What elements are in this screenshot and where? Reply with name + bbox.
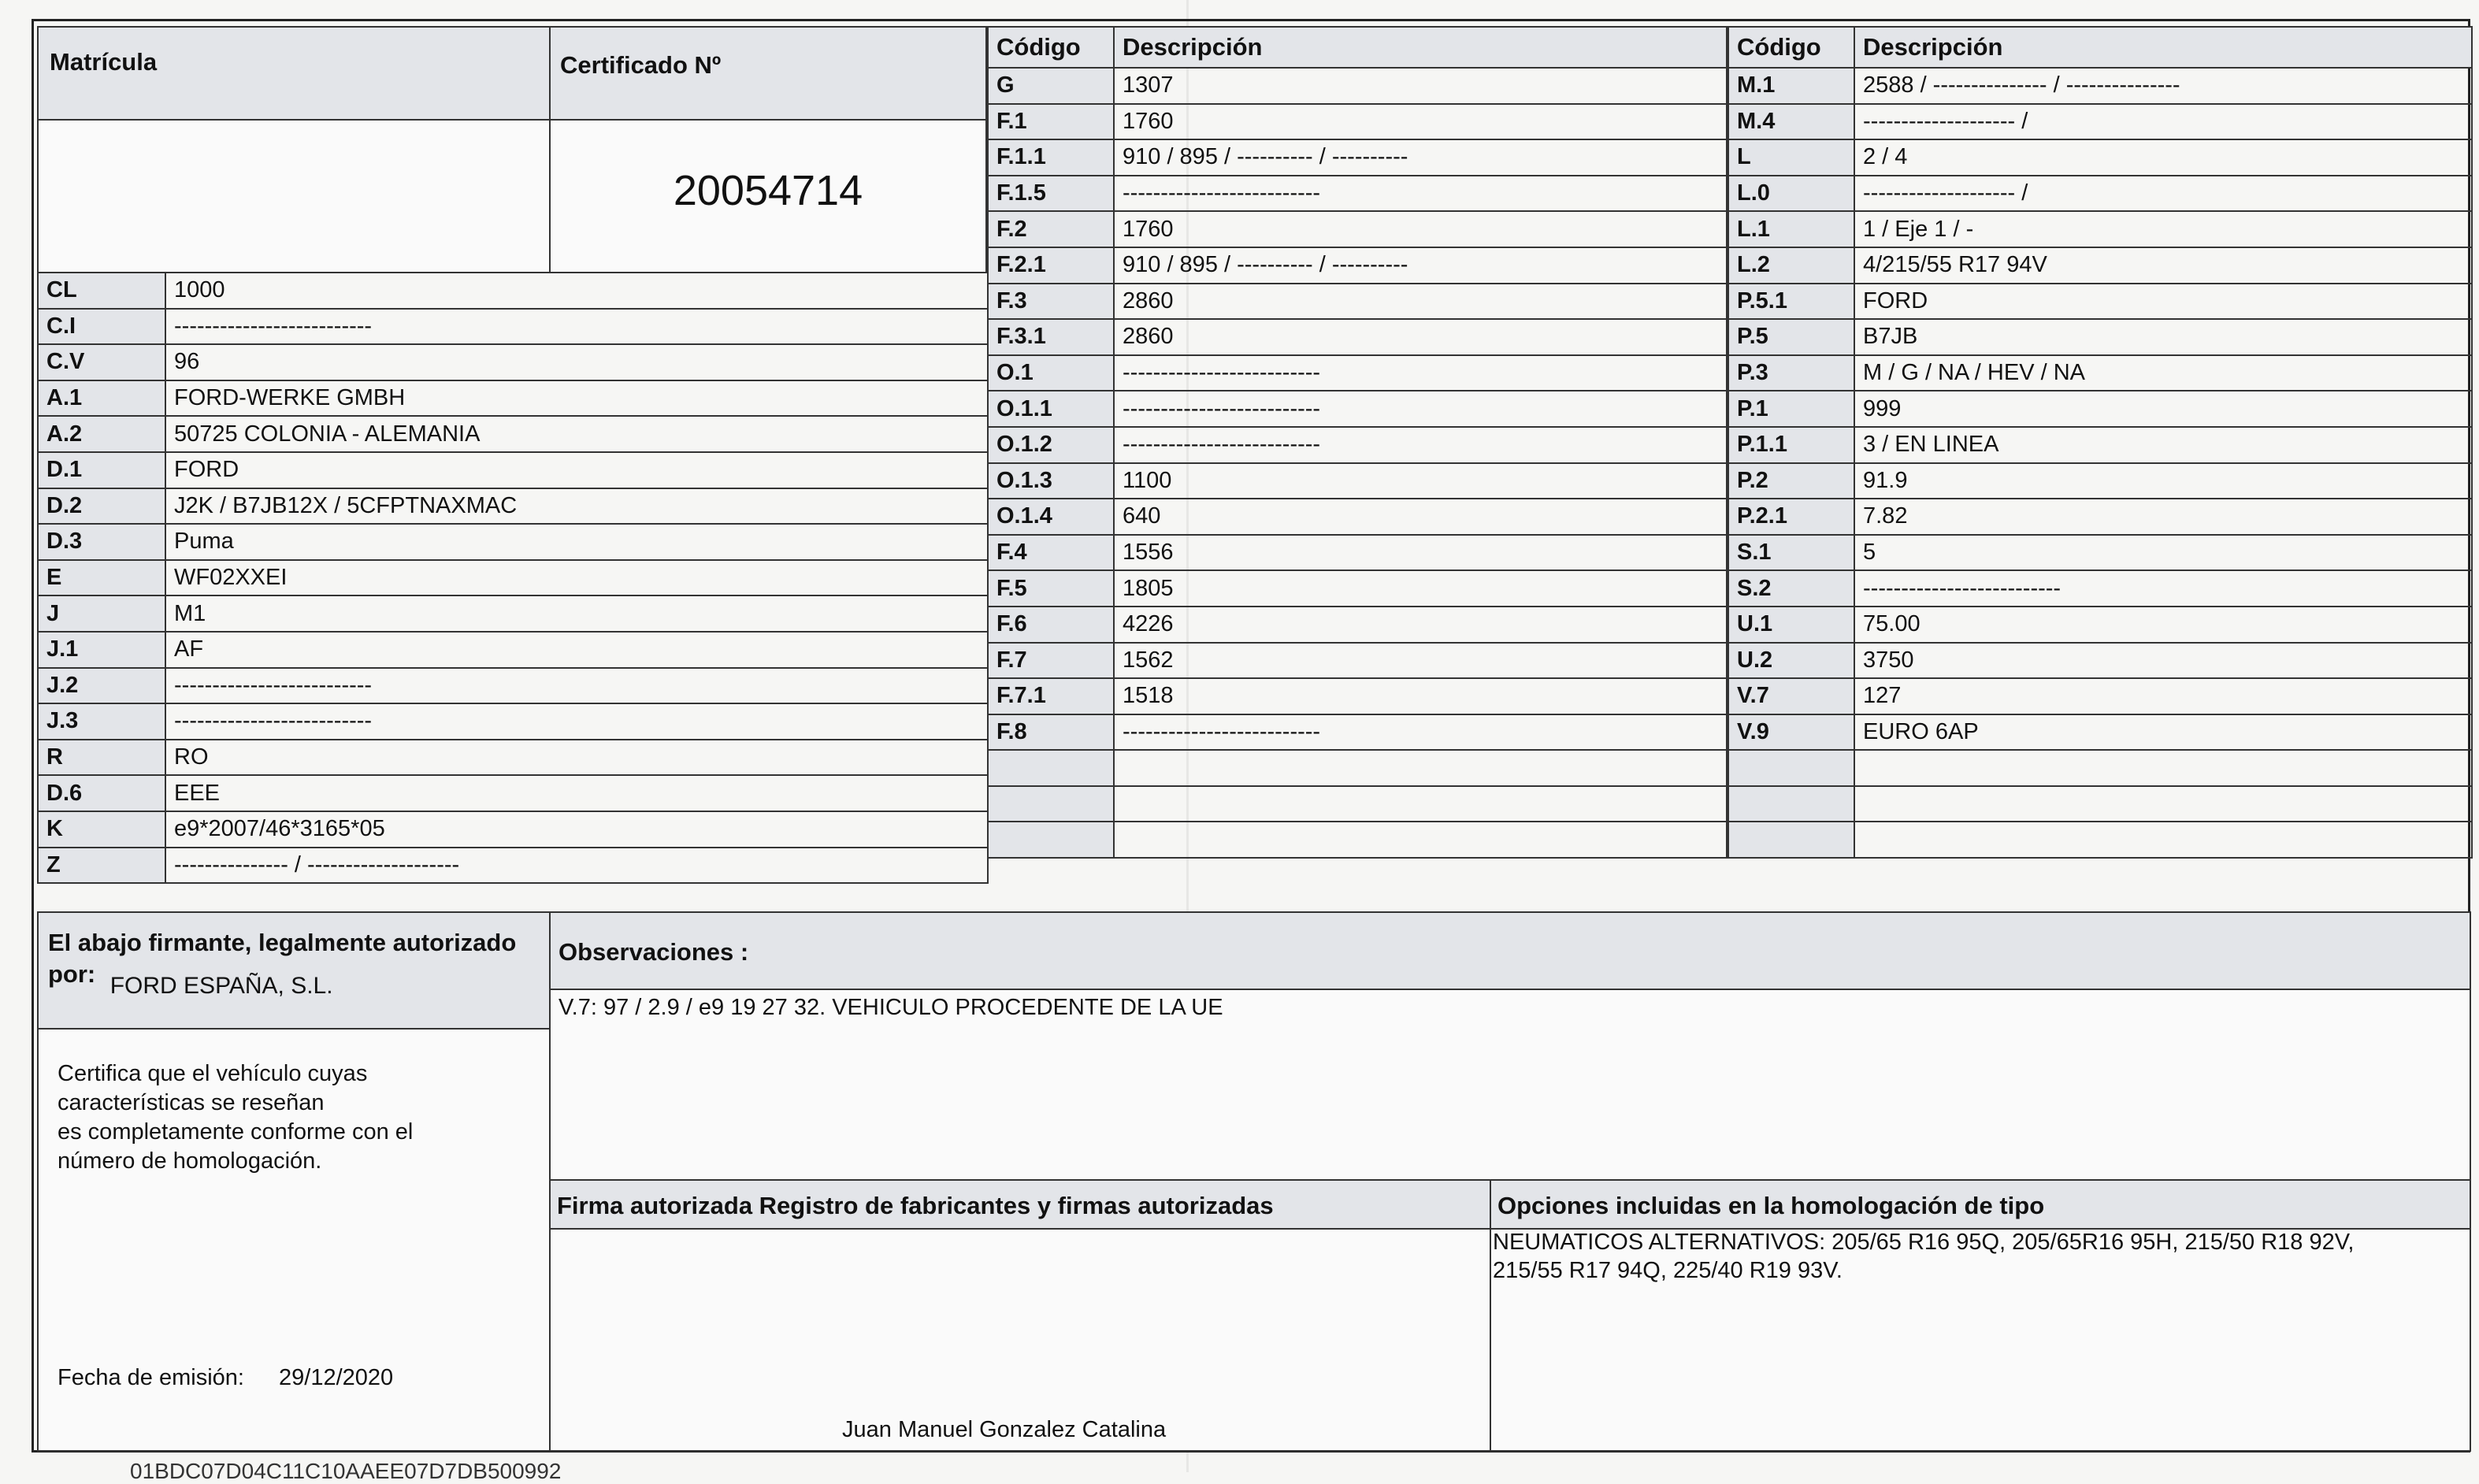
left-row: [38, 273, 988, 309]
left-value-cell: M1: [165, 595, 988, 632]
mid-row: [988, 822, 1727, 858]
certificado-number: 20054714: [673, 167, 863, 214]
left-row: [38, 595, 988, 632]
opciones-body: [1490, 1228, 2471, 1452]
mid-code-cell: F.1.5: [988, 176, 1114, 212]
right-code-cell: [1728, 750, 1854, 786]
right-value-cell: FORD: [1854, 284, 2472, 320]
mid-row: [988, 607, 1727, 643]
mid-row: [988, 535, 1727, 571]
mid-code-cell: O.1.3: [988, 463, 1114, 499]
left-row: [38, 380, 988, 417]
right-desc-header: Descripción: [1854, 27, 2472, 68]
mid-value-cell: 1556: [1114, 535, 1727, 571]
certificate-sheet: [32, 19, 2470, 1452]
right-value-cell: [1854, 822, 2472, 858]
right-code-cell: P.1.1: [1728, 427, 1854, 463]
mid-code-cell: F.5: [988, 570, 1114, 607]
right-code-cell: U.2: [1728, 643, 1854, 679]
firma-header: [549, 1179, 1491, 1230]
right-value-cell: 3750: [1854, 643, 2472, 679]
mid-row: [988, 499, 1727, 535]
left-value-cell: 50725 COLONIA - ALEMANIA: [165, 416, 988, 452]
mid-row: [988, 284, 1727, 320]
mid-code-cell: F.1: [988, 104, 1114, 140]
left-value-cell: --------------- / --------------------: [165, 848, 988, 884]
mid-row: [988, 104, 1727, 140]
right-row: [1728, 643, 2472, 679]
right-row: [1728, 427, 2472, 463]
mid-code-cell: [988, 750, 1114, 786]
mid-row: [988, 68, 1727, 104]
firma-name: Juan Manuel Gonzalez Catalina: [842, 1417, 1167, 1442]
right-code-cell: [1728, 822, 1854, 858]
mid-value-cell: [1114, 786, 1727, 822]
right-row: [1728, 570, 2472, 607]
mid-code-cell: F.7.1: [988, 678, 1114, 714]
certifica-line-1: Certifica que el vehículo cuyas: [58, 1061, 368, 1086]
opciones-line-2: 215/55 R17 94Q, 225/40 R19 93V.: [1493, 1258, 1843, 1283]
mid-value-cell: 1562: [1114, 643, 1727, 679]
right-row: [1728, 463, 2472, 499]
mid-value-cell: [1114, 822, 1727, 858]
matricula-value-box: [37, 119, 551, 273]
right-value-cell: [1854, 786, 2472, 822]
mid-row: [988, 714, 1727, 751]
right-code-cell: S.1: [1728, 535, 1854, 571]
right-row: [1728, 319, 2472, 355]
left-data-table: [37, 272, 989, 884]
certifica-line-4: número de homologación.: [58, 1148, 322, 1174]
left-value-cell: WF02XXEI: [165, 560, 988, 596]
right-value-cell: B7JB: [1854, 319, 2472, 355]
right-row: [1728, 176, 2472, 212]
mid-code-cell: [988, 786, 1114, 822]
right-value-cell: 4/215/55 R17 94V: [1854, 247, 2472, 284]
right-code-cell: P.2.1: [1728, 499, 1854, 535]
right-code-cell: V.9: [1728, 714, 1854, 751]
left-code-cell: J.2: [38, 668, 165, 704]
mid-row: [988, 139, 1727, 176]
right-value-cell: 91.9: [1854, 463, 2472, 499]
mid-code-cell: [988, 822, 1114, 858]
mid-value-cell: 640: [1114, 499, 1727, 535]
right-value-cell: 3 / EN LINEA: [1854, 427, 2472, 463]
right-row: [1728, 786, 2472, 822]
mid-value-cell: 1805: [1114, 570, 1727, 607]
right-row: [1728, 499, 2472, 535]
mid-value-cell: 2860: [1114, 284, 1727, 320]
mid-value-cell: --------------------------: [1114, 427, 1727, 463]
mid-code-cell: F.7: [988, 643, 1114, 679]
left-code-cell: D.1: [38, 452, 165, 488]
mid-code-cell: F.8: [988, 714, 1114, 751]
left-code-cell: CL: [38, 273, 165, 309]
right-code-cell: L: [1728, 139, 1854, 176]
left-value-cell: --------------------------: [165, 703, 988, 740]
mid-value-cell: [1114, 750, 1727, 786]
right-code-header: Código: [1728, 27, 1854, 68]
mid-row: [988, 786, 1727, 822]
mid-row: [988, 750, 1727, 786]
left-code-cell: K: [38, 811, 165, 848]
observaciones-label: Observaciones :: [559, 938, 749, 966]
mid-code-cell: F.4: [988, 535, 1114, 571]
mid-code-cell: F.3.1: [988, 319, 1114, 355]
left-code-cell: E: [38, 560, 165, 596]
left-value-cell: 1000: [165, 273, 988, 309]
mid-value-cell: --------------------------: [1114, 391, 1727, 427]
certificado-header: [549, 26, 987, 121]
mid-code-cell: F.6: [988, 607, 1114, 643]
mid-code-cell: F.3: [988, 284, 1114, 320]
left-row: [38, 488, 988, 525]
right-code-cell: M.1: [1728, 68, 1854, 104]
signatory-body: [37, 1028, 551, 1452]
right-value-cell: -------------------- /: [1854, 104, 2472, 140]
left-value-cell: FORD-WERKE GMBH: [165, 380, 988, 417]
left-code-cell: J.3: [38, 703, 165, 740]
right-row: [1728, 678, 2472, 714]
right-row: [1728, 822, 2472, 858]
left-row: [38, 452, 988, 488]
left-row: [38, 560, 988, 596]
left-value-cell: EEE: [165, 775, 988, 811]
right-row: [1728, 355, 2472, 391]
left-code-cell: D.6: [38, 775, 165, 811]
right-value-cell: 2 / 4: [1854, 139, 2472, 176]
right-row: [1728, 391, 2472, 427]
mid-row: [988, 176, 1727, 212]
signatory-title: El abajo firmante, legalmente autorizado: [48, 929, 517, 956]
right-code-cell: U.1: [1728, 607, 1854, 643]
opciones-label: Opciones incluidas en la homologación de tipo: [1497, 1192, 2045, 1219]
mid-row: [988, 678, 1727, 714]
opciones-line-1: NEUMATICOS ALTERNATIVOS: 205/65 R16 95Q, 205/65R16 95H, 215/50 R18 92V,: [1493, 1230, 2355, 1255]
left-value-cell: 96: [165, 344, 988, 380]
right-row: [1728, 714, 2472, 751]
mid-code-cell: G: [988, 68, 1114, 104]
certificado-label: Certificado Nº: [560, 51, 722, 79]
left-row: [38, 668, 988, 704]
left-row: [38, 416, 988, 452]
right-code-cell: L.1: [1728, 211, 1854, 247]
left-row: [38, 740, 988, 776]
mid-desc-header: Descripción: [1114, 27, 1727, 68]
left-value-cell: J2K / B7JB12X / 5CFPTNAXMAC: [165, 488, 988, 525]
left-code-cell: J.1: [38, 632, 165, 668]
mid-code-cell: F.1.1: [988, 139, 1114, 176]
signatory-header: [37, 911, 551, 1030]
left-value-cell: RO: [165, 740, 988, 776]
mid-code-cell: O.1: [988, 355, 1114, 391]
right-code-cell: P.3: [1728, 355, 1854, 391]
right-row: [1728, 68, 2472, 104]
right-code-cell: P.2: [1728, 463, 1854, 499]
mid-row: [988, 463, 1727, 499]
right-value-cell: 127: [1854, 678, 2472, 714]
left-code-cell: J: [38, 595, 165, 632]
left-code-cell: A.2: [38, 416, 165, 452]
mid-code-cell: O.1.2: [988, 427, 1114, 463]
company-name: FORD ESPAÑA, S.L.: [109, 973, 333, 999]
right-row: [1728, 139, 2472, 176]
left-row: [38, 703, 988, 740]
footer-verification-code: 01BDC07D04C11C10AAEE07D7DB500992: [130, 1459, 562, 1483]
certificado-value-box: [549, 119, 987, 273]
left-row: [38, 811, 988, 848]
left-value-cell: Puma: [165, 524, 988, 560]
matricula-header: [37, 26, 551, 121]
mid-value-cell: 1307: [1114, 68, 1727, 104]
mid-row: [988, 319, 1727, 355]
right-value-cell: 1 / Eje 1 / -: [1854, 211, 2472, 247]
left-row: [38, 309, 988, 345]
right-code-cell: V.7: [1728, 678, 1854, 714]
right-code-cell: M.4: [1728, 104, 1854, 140]
left-row: [38, 775, 988, 811]
fecha-value: 29/12/2020: [279, 1365, 394, 1390]
mid-row: [988, 247, 1727, 284]
right-value-cell: -------------------- /: [1854, 176, 2472, 212]
left-row: [38, 632, 988, 668]
right-row: [1728, 284, 2472, 320]
mid-value-cell: --------------------------: [1114, 355, 1727, 391]
por-label: por:: [48, 960, 96, 988]
right-value-cell: 75.00: [1854, 607, 2472, 643]
left-code-cell: Z: [38, 848, 165, 884]
mid-row: [988, 570, 1727, 607]
mid-code-cell: F.2: [988, 211, 1114, 247]
mid-value-cell: --------------------------: [1114, 176, 1727, 212]
firma-body: [549, 1228, 1491, 1452]
right-row: [1728, 247, 2472, 284]
mid-code-cell: O.1.4: [988, 499, 1114, 535]
left-value-cell: FORD: [165, 452, 988, 488]
right-row: [1728, 750, 2472, 786]
observaciones-text: V.7: 97 / 2.9 / e9 19 27 32. VEHICULO PROCEDENTE DE LA UE: [559, 995, 1223, 1020]
right-value-cell: 5: [1854, 535, 2472, 571]
mid-row: [988, 427, 1727, 463]
right-value-cell: EURO 6AP: [1854, 714, 2472, 751]
right-value-cell: [1854, 750, 2472, 786]
observaciones-body: [549, 989, 2471, 1181]
mid-value-cell: 2860: [1114, 319, 1727, 355]
certifica-line-3: es completamente conforme con el: [58, 1119, 414, 1145]
mid-row: [988, 355, 1727, 391]
left-value-cell: --------------------------: [165, 668, 988, 704]
mid-value-cell: --------------------------: [1114, 714, 1727, 751]
right-value-cell: 999: [1854, 391, 2472, 427]
left-code-cell: D.2: [38, 488, 165, 525]
mid-value-cell: 1100: [1114, 463, 1727, 499]
left-code-cell: D.3: [38, 524, 165, 560]
mid-value-cell: 1760: [1114, 104, 1727, 140]
left-value-cell: AF: [165, 632, 988, 668]
mid-value-cell: 4226: [1114, 607, 1727, 643]
left-row: [38, 848, 988, 884]
mid-row: [988, 391, 1727, 427]
right-value-cell: --------------------------: [1854, 570, 2472, 607]
right-row: [1728, 211, 2472, 247]
left-code-cell: R: [38, 740, 165, 776]
mid-code-cell: F.2.1: [988, 247, 1114, 284]
right-code-cell: S.2: [1728, 570, 1854, 607]
left-code-cell: A.1: [38, 380, 165, 417]
right-row: [1728, 104, 2472, 140]
mid-data-table: [987, 26, 1728, 859]
firma-label: Firma autorizada Registro de fabricantes y firmas autorizadas: [557, 1192, 1274, 1219]
mid-code-header: Código: [988, 27, 1114, 68]
matricula-label: Matrícula: [50, 48, 158, 76]
mid-row: [988, 211, 1727, 247]
right-value-cell: 2588 / --------------- / ---------------: [1854, 68, 2472, 104]
right-code-cell: L.0: [1728, 176, 1854, 212]
mid-row: [988, 643, 1727, 679]
fecha-label: Fecha de emisión:: [58, 1365, 244, 1390]
mid-value-cell: 1518: [1114, 678, 1727, 714]
certifica-line-2: características se reseñan: [58, 1090, 325, 1115]
mid-value-cell: 910 / 895 / ---------- / ----------: [1114, 139, 1727, 176]
right-code-cell: P.5.1: [1728, 284, 1854, 320]
right-value-cell: 7.82: [1854, 499, 2472, 535]
right-code-cell: P.1: [1728, 391, 1854, 427]
right-row: [1728, 535, 2472, 571]
right-code-cell: L.2: [1728, 247, 1854, 284]
left-code-cell: C.V: [38, 344, 165, 380]
left-row: [38, 344, 988, 380]
right-data-table: [1728, 26, 2473, 859]
left-row: [38, 524, 988, 560]
mid-value-cell: 1760: [1114, 211, 1727, 247]
right-value-cell: M / G / NA / HEV / NA: [1854, 355, 2472, 391]
right-code-cell: [1728, 786, 1854, 822]
opciones-header: [1490, 1179, 2471, 1230]
mid-value-cell: 910 / 895 / ---------- / ----------: [1114, 247, 1727, 284]
right-row: [1728, 607, 2472, 643]
observaciones-header: [549, 911, 2471, 990]
mid-code-cell: O.1.1: [988, 391, 1114, 427]
left-value-cell: --------------------------: [165, 309, 988, 345]
right-code-cell: P.5: [1728, 319, 1854, 355]
left-value-cell: e9*2007/46*3165*05: [165, 811, 988, 848]
left-code-cell: C.I: [38, 309, 165, 345]
